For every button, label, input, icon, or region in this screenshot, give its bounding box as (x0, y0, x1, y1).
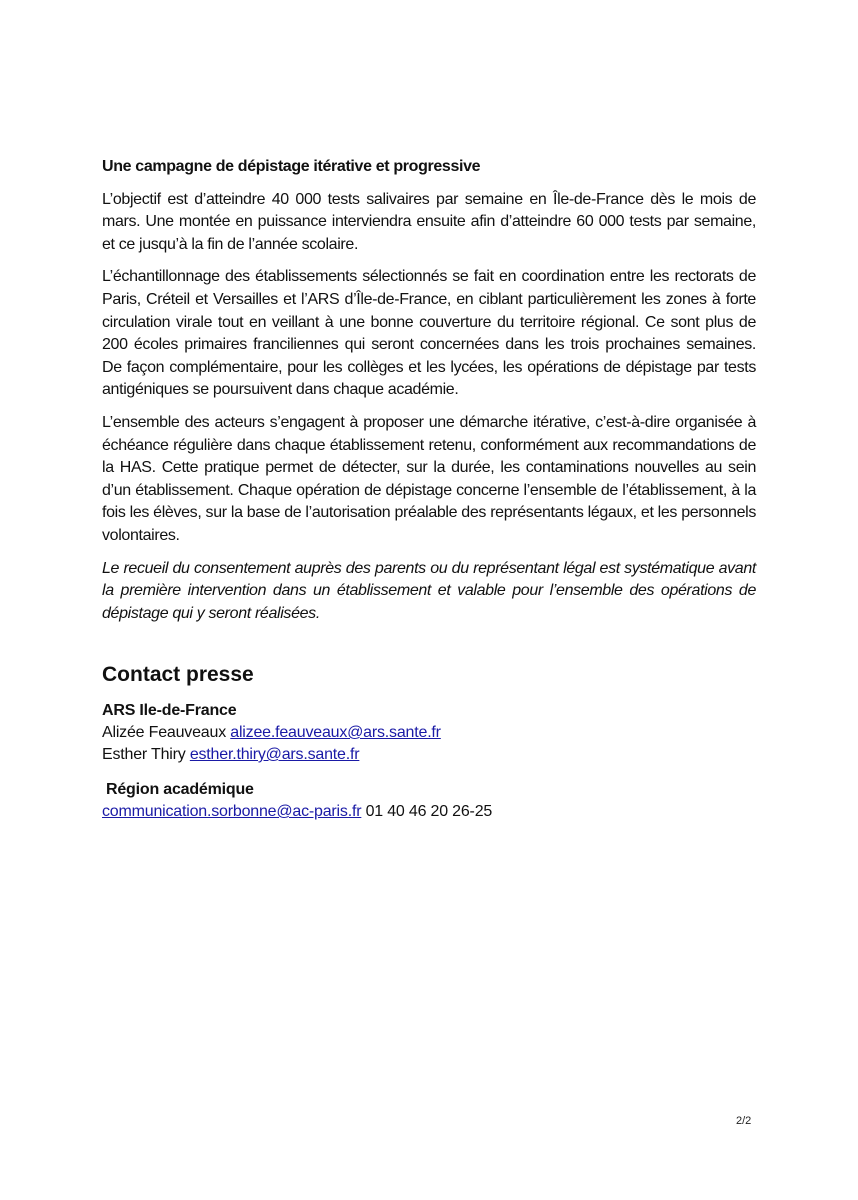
document-body (102, 156, 756, 635)
page-number: 2/2 (736, 1115, 752, 1127)
contact-name: Alizée Feauveaux (102, 724, 226, 741)
paragraph: L’objectif est d’atteindre 40 000 tests salivaires par semaine en Île-de-France dès le mois de mars. Une montée en puissance interviendra ensuite afin d’atteindre 60 000 tests par semaine, et ce jusqu’à la fin de l’année scolaire. (102, 190, 756, 253)
region-org: Région académique (106, 781, 254, 798)
contact-line (102, 744, 492, 766)
email-link[interactable]: esther.thiry@ars.sante.fr (189, 746, 360, 763)
contact-title: Contact presse (102, 663, 254, 686)
contact-line (102, 801, 492, 823)
contact-name: Esther Thiry (102, 746, 186, 763)
paragraph: L’échantillonnage des établissements sélectionnés se fait en coordination entre les rectorats de Paris, Créteil et Versailles et l’ARS d’Île-de-France, en ciblant particulièrement les zones à forte circulation virale tout en veillant à une bonne couverture du territoire régional. Ce sont plus de 200 écoles primaires franciliennes qui seront concernées dans les trois prochaines semaines. De façon complémentaire, pour les collèges et les lycées, les opérations de dépistage par tests antigéniques se poursuivent dans chaque académie. (102, 268, 756, 399)
section-title: Une campagne de dépistage itérative et progressive (102, 158, 481, 175)
italic-paragraph: Le recueil du consentement auprès des parents ou du représentant légal est systématique avant la première intervention dans un établissement et valable pour l’ensemble des opérations de dépistage qui y seront réalisées. (102, 559, 756, 622)
email-link[interactable]: communication.sorbonne@ac-paris.fr (102, 803, 362, 820)
paragraph: L’ensemble des acteurs s’engagent à proposer une démarche itérative, c’est-à-dire organisée à échéance régulière dans chaque établissement retenu, conformément aux recommandations de la HAS. Cette pratique permet de détecter, sur la durée, les contaminations nouvelles au sein d’un établissement. Chaque opération de dépistage concerne l’ensemble de l’établissement, à la fois les élèves, sur la base de l’autorisation préalable des représentants légaux, et les personnels volontaires. (102, 413, 756, 544)
phone-number: 01 40 46 20 26-25 (365, 803, 493, 820)
email-link[interactable]: alizee.feauveaux@ars.sante.fr (230, 724, 441, 741)
contact-line (102, 722, 492, 744)
contact-section (102, 664, 492, 823)
ars-org: ARS Ile-de-France (102, 702, 237, 719)
